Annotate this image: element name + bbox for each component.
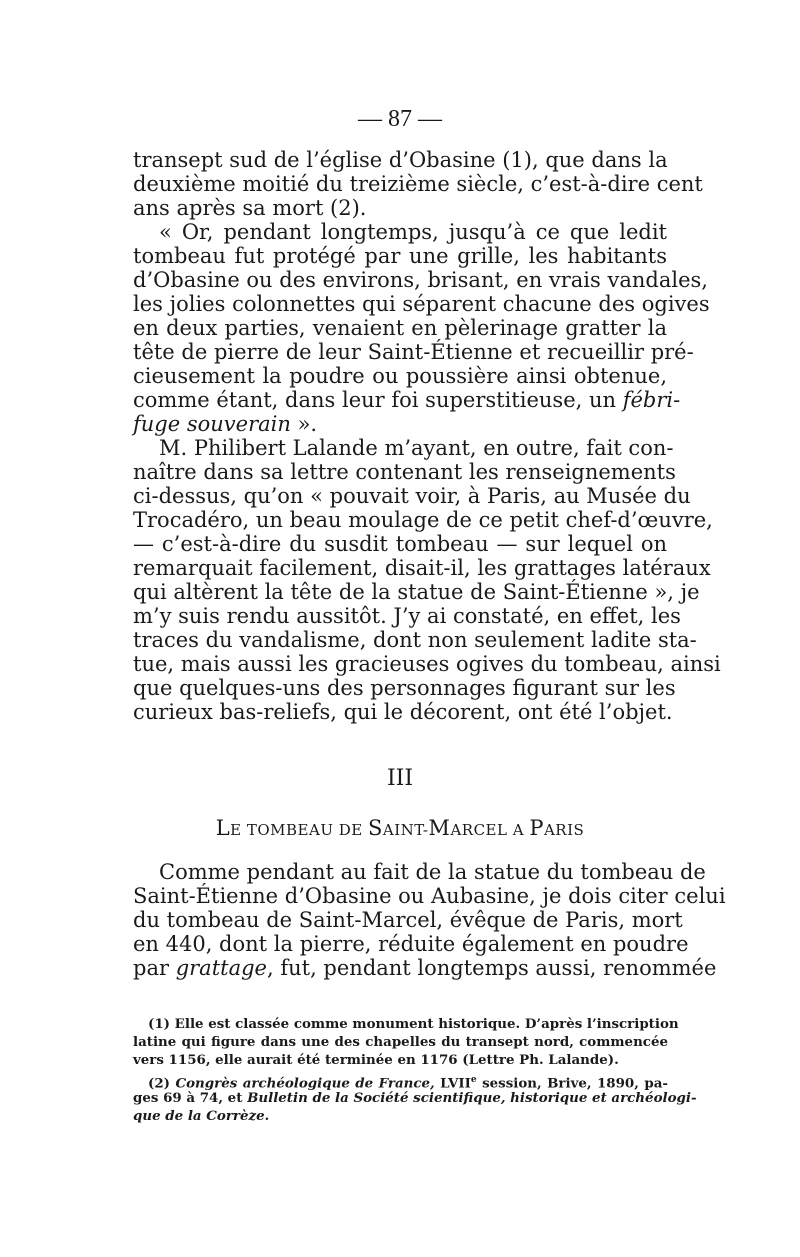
text-span: ges 69 à 74, et: [133, 1090, 243, 1106]
text-line: ans après sa mort (2).: [133, 196, 367, 220]
text-line: [133, 412, 667, 437]
text-line: m’y suis rendu aussitôt. J’y ai constaté, en effet, les: [133, 604, 681, 628]
text-line: en deux parties, venaient en pèlerinage gratter la: [133, 316, 667, 340]
text-line: en 440, dont la pierre, réduite également en poudre: [133, 932, 689, 956]
cited-title: que de la Corrèze.: [133, 1108, 270, 1124]
text-line: les jolies colonnettes qui séparent chacune des ogives: [133, 292, 710, 316]
superscript: e: [470, 1075, 477, 1085]
text-span: par: [133, 956, 170, 980]
text-span: comme étant, dans leur foi superstitieuse, un: [133, 388, 617, 412]
text-line: « Or, pendant longtemps, jusqu’à ce que ledit: [159, 220, 667, 244]
footnote-line: (1) Elle est classée comme monument historique. D’après l’inscription: [148, 1016, 679, 1032]
text-line: cieusement la poudre ou poussière ainsi obtenue,: [133, 364, 667, 388]
text-line: Comme pendant au fait de la statue du tombeau de: [159, 860, 706, 884]
italic-term: fuge souverain: [133, 412, 291, 436]
footnote-number: (2): [148, 1075, 170, 1092]
title-capital: M: [428, 816, 451, 840]
footnote-line: [133, 1090, 697, 1107]
section-number: III: [386, 766, 414, 791]
title-smallcaps: AINT-: [382, 821, 429, 839]
text-line: tête de pierre de leur Saint-Étienne et recueillir pré-: [133, 340, 694, 364]
title-capital: S: [368, 816, 383, 840]
text-line: M. Philibert Lalande m’ayant, en outre, fait con-: [159, 436, 674, 460]
title-smallcaps: E TOMBEAU DE: [230, 821, 368, 839]
text-line: deuxième moitié du treizième siècle, c’est-à-dire cent: [133, 172, 703, 196]
footnote-line: vers 1156, elle aurait été terminée en 1176 (Lettre Ph. Lalande).: [133, 1052, 619, 1068]
text-line: d’Obasine ou des environs, brisant, en vrais vandales,: [133, 268, 708, 292]
text-line: transept sud de l’église d’Obasine (1), que dans la: [133, 148, 668, 172]
text-line: du tombeau de Saint-Marcel, évêque de Paris, mort: [133, 908, 683, 932]
footnote-line: [133, 1108, 668, 1125]
italic-term: fébri-: [622, 388, 681, 412]
text-line: Trocadéro, un beau moulage de ce petit chef-d’œuvre,: [133, 508, 713, 532]
text-line: qui altèrent la tête de la statue de Saint-Étienne », je: [133, 580, 700, 604]
text-line: [133, 956, 717, 981]
text-span: ».: [290, 412, 318, 436]
title-capital: P: [529, 816, 544, 840]
page-number: — 87 —: [358, 106, 442, 132]
text-line: tue, mais aussi les gracieuses ogives du tombeau, ainsi: [133, 652, 721, 676]
text-line: naître dans sa lettre contenant les renseignements: [133, 460, 676, 484]
text-line: traces du vandalisme, dont non seulement ladite sta-: [133, 628, 697, 652]
title-smallcaps: ARIS: [543, 821, 585, 839]
text-line: Saint-Étienne d’Obasine ou Aubasine, je dois citer celui: [133, 884, 726, 908]
text-line: que quelques-uns des personnages figurant sur les: [133, 676, 676, 700]
text-line: curieux bas-reliefs, qui le décorent, ont été l’objet.: [133, 700, 673, 724]
text-line: ci-dessus, qu’on « pouvait voir, à Paris, au Musée du: [133, 484, 691, 508]
text-span: LVII: [440, 1075, 471, 1092]
footnote-line: latine qui figure dans une des chapelles du transept nord, commencée: [133, 1034, 668, 1050]
title-capital: L: [215, 816, 231, 840]
cited-title: Bulletin de la Société scientifique, historique et archéologi-: [247, 1090, 697, 1106]
italic-term: grattage: [175, 956, 267, 980]
text-line: tombeau fut protégé par une grille, les habitants: [133, 244, 667, 268]
text-span: , fut, pendant longtemps aussi, renommée: [266, 956, 717, 980]
text-line: — c’est-à-dire du susdit tombeau — sur lequel on: [133, 532, 667, 556]
text-line: [133, 388, 681, 413]
title-smallcaps: ARCEL A: [450, 821, 530, 839]
text-span: session, Brive, 1890, pa-: [482, 1075, 668, 1092]
cited-title: Congrès archéologique de France,: [175, 1075, 435, 1092]
section-title: [133, 816, 667, 843]
text-line: remarquait facilement, disait-il, les grattages latéraux: [133, 556, 711, 580]
